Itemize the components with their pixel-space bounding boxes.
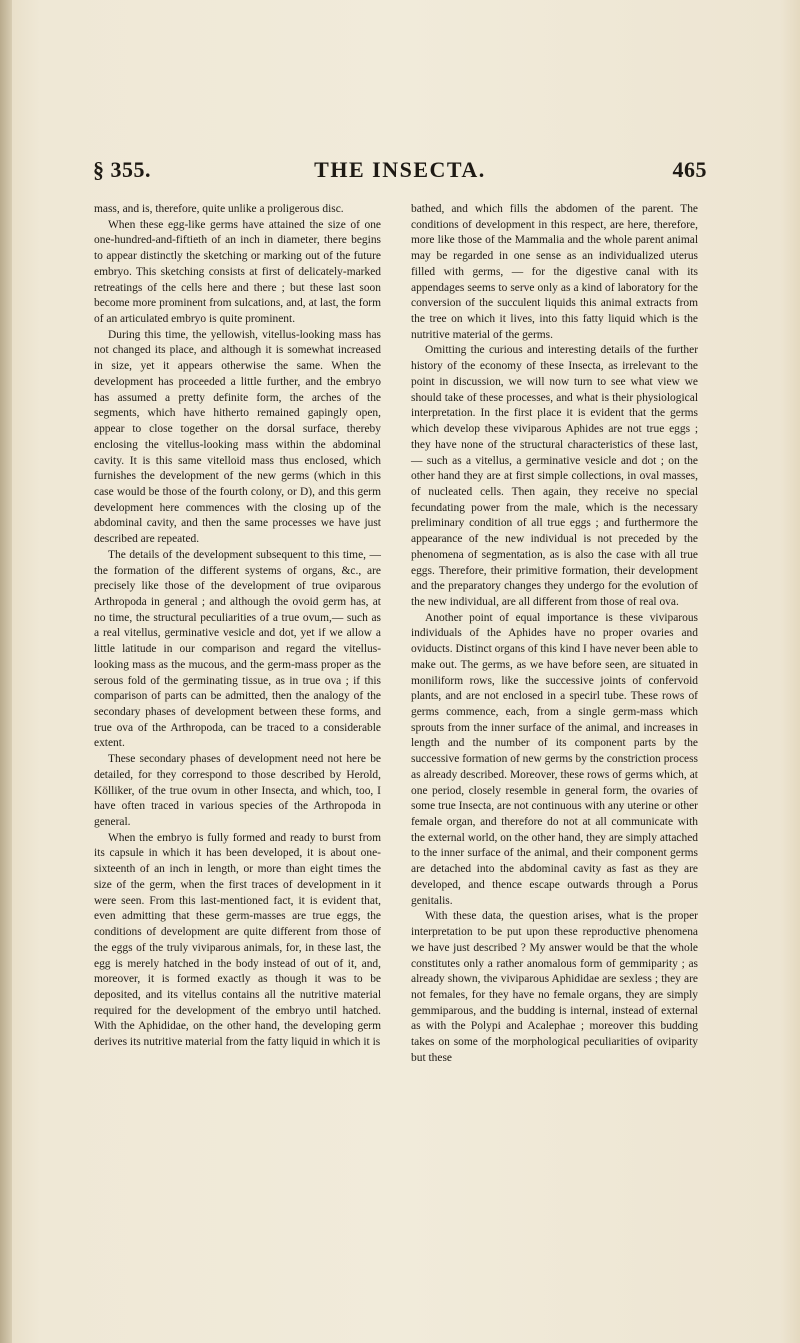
paragraph: During this time, the yellowish, vitellus-looking mass has not changed its place, and although it is somewhat increased in size, yet it appears otherwise the same. When the development has proceeded a little further, and the embryo has assumed a pretty definite form, the arches of the segments, which have hitherto remained gapingly open, appear to close together on the dorsal surface, thereby enclosing the vitellus-looking mass within the abdominal cavity. It is this same vitelloid mass thus enclosed, which furnishes the development of the new germs (which in this case would be those of the fourth colony, or D), and this germ development here commences with the closing up of the abdominal cavity, and then the same processes we have just described are repeated. bbox=[94, 328, 381, 546]
paragraph: Omitting the curious and interesting details of the further history of the economy of these Insecta, as irrelevant to the point in discussion, we will now turn to see what view we should take of these processes, and what is their physiological interpretation. In the first place it is evident that the germs which develop these viviparous Aphides are not true eggs ; they have none of the structural characteristics of these last, — such as a vitellus, a germinative vesicle and dot ; on the other hand they are at first simple collections, in oval masses, of nucleated cells. Then again, they receive no special fecundating power from the male, which is the necessary preliminary condition of all true eggs ; and furthermore the appearance of the new individual is not preceded by the phenomena of segmentation, as is also the case with all true eggs. Therefore, their primitive formation, their development and the preparatory changes they undergo for the evolution of the new individual, are all different from those of real ova. bbox=[411, 344, 698, 608]
right-column bbox=[411, 202, 698, 1067]
left-column bbox=[94, 202, 381, 1051]
paragraph: These secondary phases of development need not here be detailed, for they correspond to those described by Herold, Kölliker, of the true ovum in other Insecta, and which, too, I have often traced in various species of the Arthropoda in general. bbox=[94, 753, 381, 829]
paragraph: Another point of equal importance is these viviparous individuals of the Aphides have no proper ovaries and oviducts. Distinct organs of this kind I have never been able to make out. The germs, as we have before seen, are situated in moniliform rows, like the successive joints of confervoid plants, and are not enclosed in a specirl tube. These rows of germs commence, each, from a single germ-mass which sprouts from the inner surface of the animal, and increases in length and the number of its component parts by the successive formation of new germs by the constriction process as already described. Moreover, these rows of germs which, at one period, closely resemble in general form, the ovaries of some true Insecta, are not continuous with any uterine or other female organ, and therefore do not at all communicate with the external world, on the other hand, they are simply attached to the inner surface of the animal, and their component germs are detached into the abdominal cavity as fast as they are developed, and thence escape outwards through a Porus genitalis. bbox=[411, 611, 698, 907]
paragraph: mass, and is, therefore, quite unlike a proligerous disc. bbox=[94, 203, 344, 215]
paragraph: When the embryo is fully formed and ready to burst from its capsule in which it has been developed, it is about one-sixteenth of an inch in length, or more than eight times the size of the germ, when the first traces of development in it were seen. From this last-mentioned fact, it is evident that, even admitting that these germ-masses are true eggs, the conditions of development are quite different from those of the eggs of the truly viviparous animals, for, in these last, the egg is merely hatched in the body instead of out of it, and, moreover, it is formed exactly as though it was to be deposited, and its vitellus contains all the nutritive material required for the development of the embryo until hatched. With the Aphididae, on the other hand, the developing germ derives its nutritive material from the fatty liquid in which it is bbox=[94, 831, 381, 1049]
section-number: § 355. bbox=[93, 157, 151, 182]
page-number: 465 bbox=[672, 157, 707, 182]
paragraph: bathed, and which fills the abdomen of the parent. The conditions of development in this respect, are here, therefore, more like those of the Mammalia and the whole parent animal may be regarded in one sense as an individualized uterus filled with germs, — for the digestive canal with its appendages seems to serve only as a kind of laboratory for the conversion of the succulent liquids this animal extracts from the tree on which it lives, into this fatty liquid which is the nutritive material of the germs. bbox=[411, 203, 698, 341]
page-binding-edge bbox=[0, 0, 12, 1343]
paragraph: The details of the development subsequent to this time, — the formation of the different systems of organs, &c., are precisely like those of the development of true oviparous Arthropoda in general ; and although the ovoid germ has, at no time, the structural peculiarities of a true ovum,— such as a real vitellus, germinative vesicle and dot, yet if we allow a little latitude in our comparison and regard the vitellus-looking mass as the mucous, and the germ-mass proper as the serous fold of the germinating tissue, as in true ova ; if this comparison of parts can be admitted, then the analogy of the secondary phases of development between these forms, and true ova of the Arthropoda, can be traced to a considerable extent. bbox=[94, 548, 381, 750]
running-title: THE INSECTA. bbox=[314, 157, 486, 182]
paragraph: With these data, the question arises, what is the proper interpretation to be put upon these reproductive phenomena we have just described ? My answer would be that the whole constitutes only a rather anomalous form of gemmiparity ; as already shown, the viviparous Aphididae are sexless ; they are not females, for they have no female organs, they are simply gemmiparous, and the budding is internal, instead of external as with the Polypi and Acalephae ; moreover this budding takes on some of the morphological peculiarities of oviparity but these bbox=[411, 910, 698, 1064]
paragraph: When these egg-like germs have attained the size of one one-hundred-and-fiftieth of an inch in diameter, there begins to appear distinctly the sketching or marking out of the future embryo. This sketching consists at first of delicately-marked retreatings of the cells here and there ; but these last soon become more prominent from sulcations, and, at last, the form of an articulated embryo is quite prominent. bbox=[94, 218, 381, 326]
running-header bbox=[93, 157, 707, 185]
